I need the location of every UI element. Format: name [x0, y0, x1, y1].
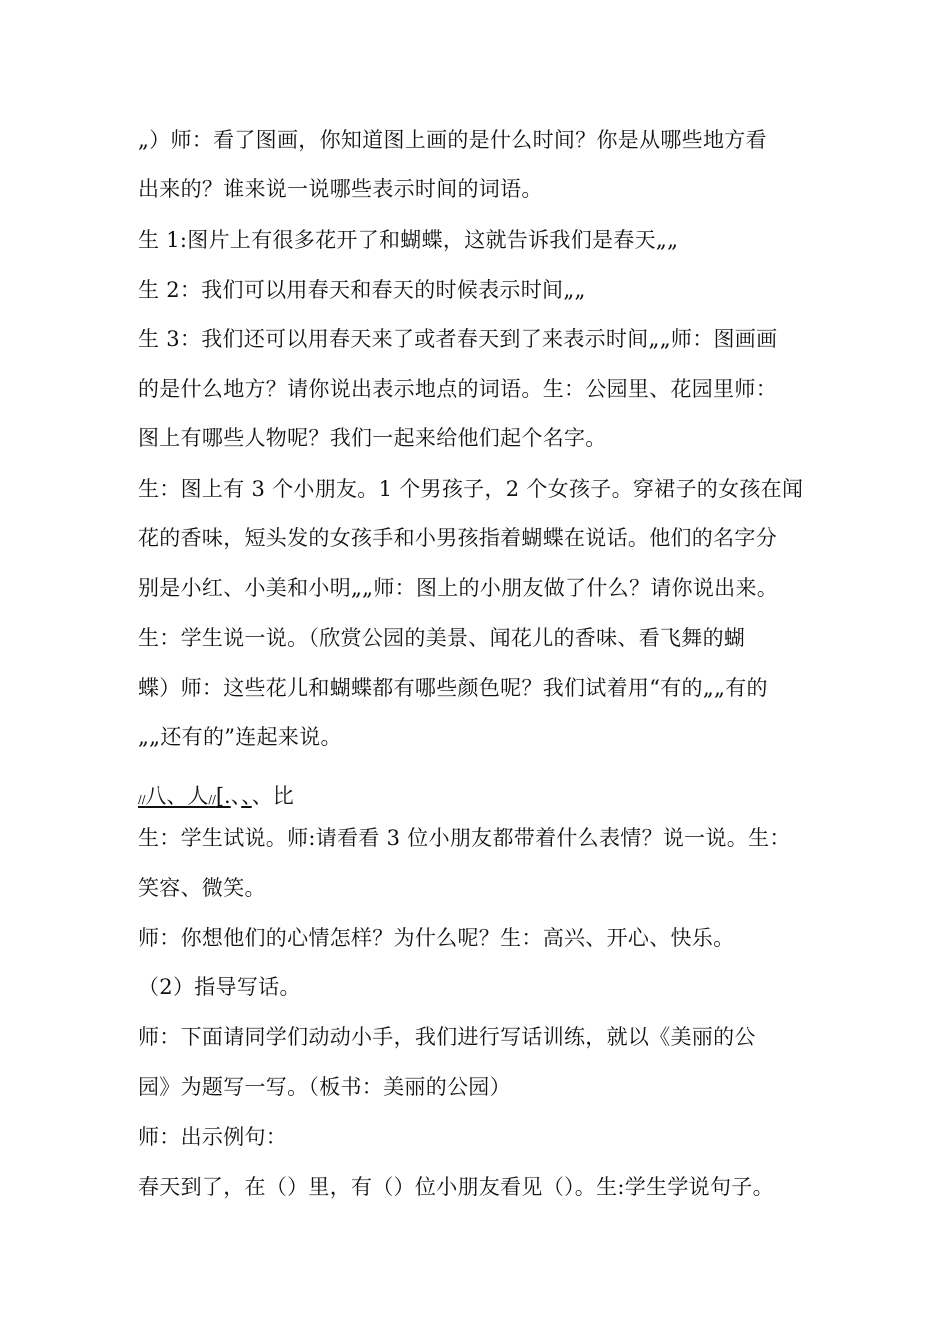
text-line-11: 生：学生说一说。（欣赏公园的美景、闻花儿的香味、看飞舞的蝴: [138, 626, 746, 650]
text-line-18: 师：下面请同学们动动小手，我们进行写话训练，就以《美丽的公: [138, 1025, 756, 1049]
text-line-2: 出来的？谁来说一说哪些表示时间的词语。: [138, 177, 543, 201]
text-line-16: 师：你想他们的心情怎样？为什么呢？生：高兴、开心、快乐。: [138, 926, 735, 950]
garbled-mark: //: [208, 793, 216, 806]
garbled-part-3: 、: [230, 784, 242, 808]
text-line-17: （2）指导写话。: [138, 975, 301, 999]
text-line-8: 生：图上有 3 个小朋友。1 个男孩子，2 个女孩子。穿裙子的女孩在闻: [138, 477, 804, 501]
text-line-14: 生：学生试说。师:请看看 3 位小朋友都带着什么表情？说一说。生：: [138, 826, 791, 850]
garbled-part-2: [.: [215, 784, 231, 808]
text-line-1: „）师：看了图画，你知道图上画的是什么时间？你是从哪些地方看: [138, 128, 767, 152]
text-line-4: 生 2：我们可以用春天和春天的时候表示时间„„: [138, 278, 586, 302]
text-line-5: 生 3：我们还可以用春天来了或者春天到了来表示时间„„师：图画画: [138, 327, 778, 351]
garbled-part-5: 、比: [251, 784, 294, 808]
garbled-part-1: 八、人: [145, 784, 209, 808]
text-line-3: 生 1:图片上有很多花开了和蝴蝶，这就告诉我们是春天„„: [138, 228, 679, 252]
text-line-13: „„还有的”连起来说。: [138, 725, 342, 749]
text-line-10: 别是小红、小美和小明„„师：图上的小朋友做了什么？请你说出来。: [138, 576, 779, 600]
text-line-19: 园》为题写一写。（板书：美丽的公园）: [138, 1075, 511, 1099]
text-line-15: 笑容、微笑。: [138, 876, 266, 900]
garbled-mark: //: [138, 793, 146, 806]
text-line-6: 的是什么地方？请你说出表示地点的词语。生：公园里、花园里师：: [138, 377, 777, 401]
text-line-12: 蝶）师：这些花儿和蝴蝶都有哪些颜色呢？我们试着用“有的„„有的: [138, 676, 768, 700]
text-line-21: 春天到了，在（）里，有（）位小朋友看见（）。生:学生学说句子。: [138, 1175, 774, 1199]
garbled-text-line: [138, 782, 294, 814]
text-line-7: 图上有哪些人物呢？我们一起来给他们起个名字。: [138, 426, 607, 450]
garbled-part-4: 、: [241, 784, 252, 808]
text-line-20: 师：出示例句：: [138, 1125, 288, 1149]
text-line-9: 花的香味，短头发的女孩手和小男孩指着蝴蝶在说话。他们的名字分: [138, 526, 777, 550]
